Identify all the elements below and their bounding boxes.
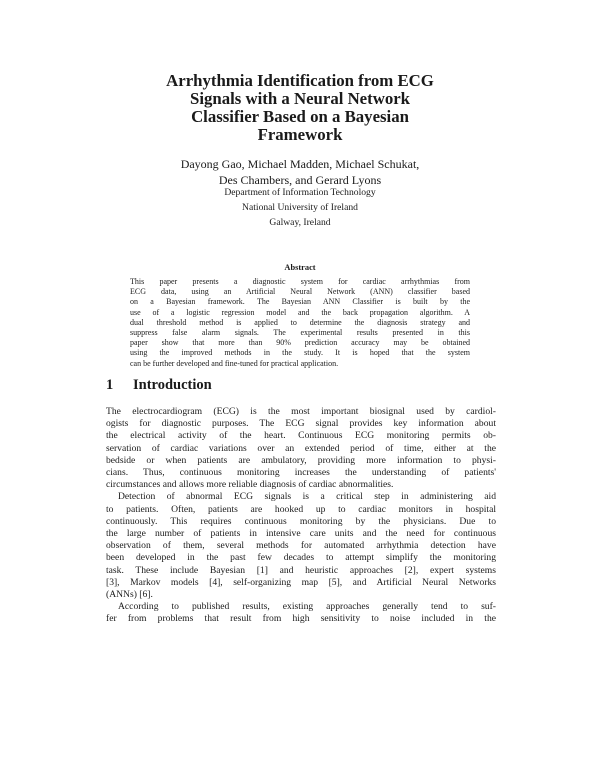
paper-title <box>90 72 510 144</box>
body-line: fer from problems that result from high sensitivity to noise included in the <box>106 613 496 625</box>
body-line: the large number of patients in intensive care units and the need for continuous <box>106 528 496 540</box>
affiliation-line: National University of Ireland <box>242 202 358 213</box>
section-heading <box>106 377 212 394</box>
body-line: cians. Thus, continuous monitoring increases the understanding of patients' <box>106 467 496 479</box>
abstract-line: using the improved methods in the study. It is hoped that the system <box>130 348 470 358</box>
body-line: continuously. This requires continuous monitoring by the physicians. Due to <box>106 515 496 527</box>
section-body <box>106 406 496 626</box>
authors-line: Dayong Gao, Michael Madden, Michael Schukat, <box>180 157 420 171</box>
body-line: to patients. Often, patients are hooked up to cardiac monitors in hospital <box>106 503 496 515</box>
body-line: The electrocardiogram (ECG) is the most important biosignal used by cardiol- <box>106 406 496 417</box>
abstract-line: can be further developed and fine-tuned for practical application. <box>130 358 339 368</box>
abstract-line: ECG data, using an Artificial Neural Network (ANN) classifier based <box>130 287 470 297</box>
authors-line: Des Chambers, and Gerard Lyons <box>218 173 382 187</box>
title-line: Signals with a Neural Network <box>189 89 411 108</box>
body-line: ogists for diagnostic purposes. The ECG signal provides key information about <box>106 418 496 430</box>
body-line: [3], Markov models [4], self-organizing map [5], and Artificial Neural Networks <box>106 576 496 588</box>
section-title: Introduction <box>133 377 212 393</box>
body-line: been developed in the past few decades to attempt simplify the monitoring <box>106 552 496 564</box>
body-line: Detection of abnormal ECG signals is a critical step in administering aid <box>118 491 496 503</box>
body-line: observation of them, several methods for automated arrhythmia detection have <box>106 540 496 552</box>
author-list <box>90 156 510 188</box>
body-line: servation of cardiac variations over an extended period of time, either at the <box>106 442 496 454</box>
title-line: Classifier Based on a Bayesian <box>191 107 409 126</box>
title-line: Arrhythmia Identification from ECG <box>166 71 434 90</box>
section-number: 1 <box>106 377 114 393</box>
body-line: the electrical activity of the heart. Continuous ECG monitoring permits ob- <box>106 430 496 442</box>
affiliation-line: Galway, Ireland <box>269 217 331 228</box>
abstract-line: suppress false alarm signals. The experimental results presented in this <box>130 328 470 338</box>
abstract-text <box>130 277 470 369</box>
body-line: circumstances and allows more reliable diagnosis of cardiac abnormalities. <box>106 479 394 491</box>
abstract-line: on a Bayesian framework. The Bayesian ANN Classifier is built by the <box>130 297 470 307</box>
body-line: According to published results, existing approaches generally tend to suf- <box>118 601 496 613</box>
abstract-line: use of a logistic regression model and the back propagation algorithm. A <box>130 307 470 317</box>
body-line: task. These include Bayesian [1] and heuristic approaches [2], expert systems <box>106 564 496 576</box>
body-line: (ANNs) [6]. <box>106 589 153 601</box>
abstract-heading: Abstract <box>284 263 316 272</box>
affiliation-line: Department of Information Technology <box>224 187 376 198</box>
title-line: Framework <box>257 125 343 144</box>
affiliation <box>90 185 510 230</box>
abstract-line: dual threshold method is applied to determine the diagnosis strategy and <box>130 317 470 327</box>
body-line: bedside or when patients are ambulatory, providing more information to physi- <box>106 454 496 466</box>
abstract-line: paper show that more than 90% prediction accuracy may be obtained <box>130 338 470 348</box>
abstract-line: This paper presents a diagnostic system for cardiac arrhythmias from <box>130 277 470 286</box>
